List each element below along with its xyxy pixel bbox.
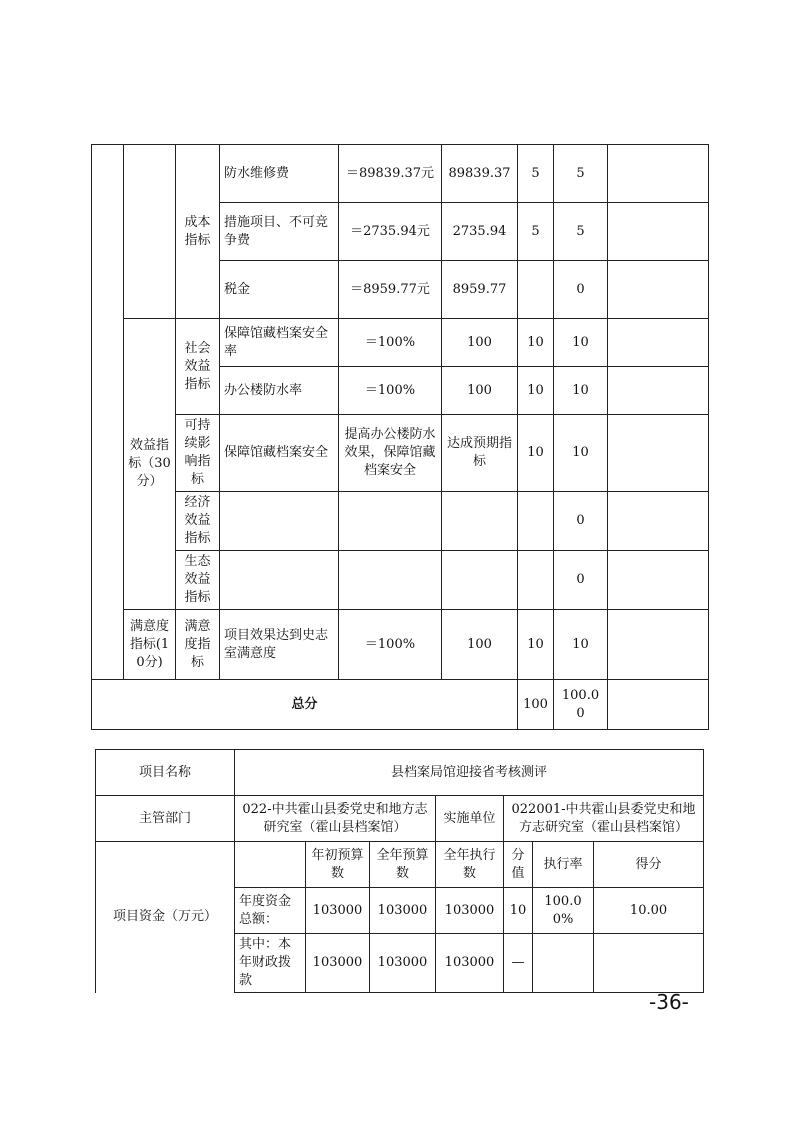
indicator-score: 10 [554, 610, 608, 680]
cell-value: 103000 [306, 934, 370, 993]
indicator-note [608, 319, 709, 367]
indicator-weight: 10 [518, 319, 554, 367]
empty-cell [220, 551, 339, 610]
indicator-actual: 100 [442, 610, 518, 680]
indicator-weight: 10 [518, 367, 554, 415]
table-row [92, 551, 709, 610]
empty-cell [339, 551, 442, 610]
unit-label: 实施单位 [436, 796, 504, 842]
indicator-note [608, 203, 709, 261]
indicator-name: 办公楼防水率 [220, 367, 339, 415]
cell-value: 100.00% [533, 888, 594, 934]
table-row [92, 492, 709, 551]
cell-value: 10.00 [594, 888, 704, 934]
column-header: 全年执行数 [436, 842, 504, 888]
cell-value: — [504, 934, 533, 993]
project-name-value: 县档案局馆迎接省考核测评 [235, 750, 704, 796]
cell-value [594, 934, 704, 993]
project-name-label: 项目名称 [96, 750, 235, 796]
empty-cell [608, 551, 709, 610]
indicator-score: 0 [554, 261, 608, 319]
empty-cell [442, 492, 518, 551]
table-row [96, 796, 704, 842]
indicator-target: ＝2735.94元 [339, 203, 442, 261]
indicator-actual: 89839.37 [442, 145, 518, 203]
indicator-name: 项目效果达到史志室满意度 [220, 610, 339, 680]
satisfaction-category: 满意度指标 [176, 610, 220, 680]
benefit-group: 效益指标（30分） [124, 319, 176, 610]
indicator-score: 0 [554, 492, 608, 551]
indicator-note [608, 415, 709, 492]
indicator-target: ＝100% [339, 610, 442, 680]
indicator-name: 保障馆藏档案安全率 [220, 319, 339, 367]
column-header: 全年预算数 [370, 842, 436, 888]
total-weight: 100 [518, 680, 554, 730]
cell-value: 103000 [306, 888, 370, 934]
empty-cell [339, 492, 442, 551]
indicator-score: 5 [554, 145, 608, 203]
indicator-target: ＝8959.77元 [339, 261, 442, 319]
indicator-name: 措施项目、不可竞争费 [220, 203, 339, 261]
indicator-target: ＝89839.37元 [339, 145, 442, 203]
column-header: 年初预算数 [306, 842, 370, 888]
page-number: -36- [649, 990, 689, 1014]
table-row [92, 319, 709, 367]
dept-value: 022-中共霍山县委党史和地方志研究室（霍山县档案馆） [235, 796, 436, 842]
indicator-target: 提高办公楼防水效果，保障馆藏档案安全 [339, 415, 442, 492]
cell-value: 103000 [370, 934, 436, 993]
table-row [96, 750, 704, 796]
indicator-weight: 5 [518, 145, 554, 203]
social-category: 社会效益指标 [176, 319, 220, 415]
indicator-score: 10 [554, 319, 608, 367]
indicator-target: ＝100% [339, 319, 442, 367]
empty-cell [220, 492, 339, 551]
cell-value: 103000 [436, 888, 504, 934]
indicator-actual: 2735.94 [442, 203, 518, 261]
ecological-category: 生态效益指标 [176, 551, 220, 610]
indicator-note [608, 610, 709, 680]
table-row [96, 842, 704, 888]
performance-indicator-table [91, 144, 709, 730]
column-header: 得分 [594, 842, 704, 888]
indicator-actual: 达成预期指标 [442, 415, 518, 492]
indicator-actual: 100 [442, 367, 518, 415]
indicator-weight: 5 [518, 203, 554, 261]
table-row [92, 145, 709, 203]
total-score: 100.00 [554, 680, 608, 730]
dept-label: 主管部门 [96, 796, 235, 842]
indicator-weight: 10 [518, 415, 554, 492]
column-header: 分值 [504, 842, 533, 888]
indicator-name: 保障馆藏档案安全 [220, 415, 339, 492]
total-label: 总分 [92, 680, 518, 730]
empty-cell [518, 551, 554, 610]
table-row [92, 610, 709, 680]
indicator-weight [518, 261, 554, 319]
first-level-cell [92, 145, 124, 680]
cell-value: 10 [504, 888, 533, 934]
indicator-note [608, 367, 709, 415]
table-row [92, 415, 709, 492]
column-header: 执行率 [533, 842, 594, 888]
sustainable-category: 可持续影响指标 [176, 415, 220, 492]
indicator-score: 10 [554, 367, 608, 415]
indicator-target: ＝100% [339, 367, 442, 415]
total-note [608, 680, 709, 730]
empty-cell [235, 842, 306, 888]
empty-cell [608, 492, 709, 551]
row-label: 其中：本年财政拨款 [235, 934, 306, 993]
cell-value [533, 934, 594, 993]
indicator-note [608, 261, 709, 319]
cell-value: 103000 [436, 934, 504, 993]
indicator-score: 10 [554, 415, 608, 492]
economic-category: 经济效益指标 [176, 492, 220, 551]
indicator-name: 税金 [220, 261, 339, 319]
cell-value: 103000 [370, 888, 436, 934]
indicator-weight: 10 [518, 610, 554, 680]
project-funds-table [95, 749, 704, 993]
indicator-score: 5 [554, 203, 608, 261]
indicator-name: 防水维修费 [220, 145, 339, 203]
empty-cell [518, 492, 554, 551]
indicator-score: 0 [554, 551, 608, 610]
empty-cell [442, 551, 518, 610]
funds-label: 项目资金（万元） [96, 842, 235, 993]
row-label: 年度资金总额： [235, 888, 306, 934]
unit-value: 022001-中共霍山县委党史和地方志研究室（霍山县档案馆） [504, 796, 704, 842]
indicator-actual: 100 [442, 319, 518, 367]
total-row [92, 680, 709, 730]
indicator-actual: 8959.77 [442, 261, 518, 319]
satisfaction-group: 满意度指标(10分) [124, 610, 176, 680]
second-level-cell [124, 145, 176, 319]
cost-category: 成本指标 [176, 145, 220, 319]
indicator-note [608, 145, 709, 203]
